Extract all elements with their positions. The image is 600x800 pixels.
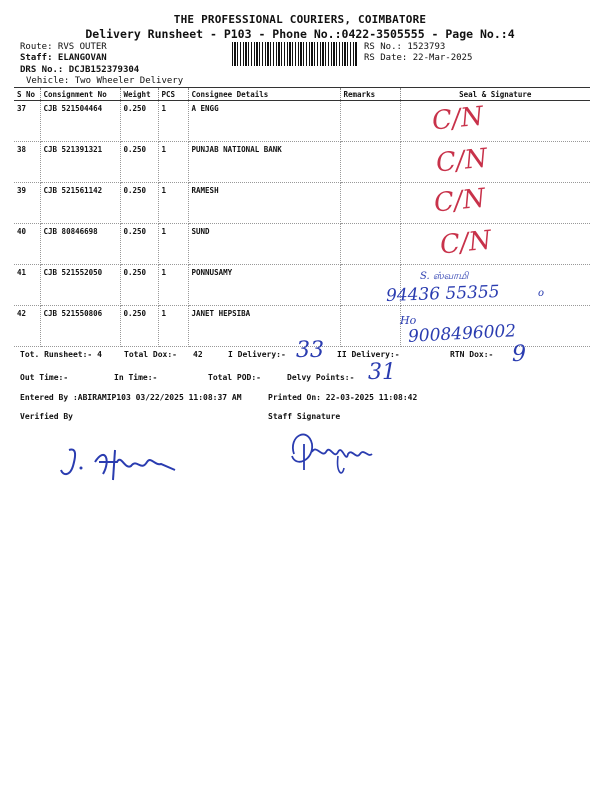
cell-sno: 42: [14, 306, 40, 347]
col-header-signature: Seal & Signature: [400, 88, 590, 101]
entered-by: Entered By :ABIRAMIP103 03/22/2025 11:08:37 AM: [20, 393, 242, 402]
cell-consignment: CJB 521504464: [40, 101, 120, 142]
cell-pcs: 1: [158, 142, 188, 183]
cell-remarks: [340, 224, 400, 265]
table-row: [14, 265, 590, 306]
delvy-points-label: Delvy Points:-: [287, 373, 355, 382]
cell-weight: 0.250: [120, 306, 158, 347]
cell-remarks: [340, 306, 400, 347]
cell-sno: 37: [14, 101, 40, 142]
total-dox-label: Total Dox:-: [124, 350, 177, 359]
cell-consignee: A ENGG: [188, 101, 340, 142]
verified-by-signature: [55, 440, 195, 490]
staff-signature: [286, 424, 386, 486]
barcode-image: [232, 42, 357, 66]
cell-weight: 0.250: [120, 265, 158, 306]
route-text: Route: RVS OUTER: [20, 42, 107, 52]
cell-pcs: 1: [158, 183, 188, 224]
i-delivery-label: I Delivery:-: [228, 350, 286, 359]
cell-signature: [400, 142, 590, 183]
verified-by-label: Verified By: [20, 412, 73, 421]
cell-sno: 38: [14, 142, 40, 183]
cell-pcs: 1: [158, 306, 188, 347]
col-header-remarks: Remarks: [340, 88, 400, 101]
drs-number: DRS No.: DCJB152379304: [20, 65, 140, 75]
cell-sno: 41: [14, 265, 40, 306]
cell-signature: [400, 101, 590, 142]
cell-remarks: [340, 101, 400, 142]
col-header-pcs: PCS: [158, 88, 188, 101]
cell-consignment: CJB 521550806: [40, 306, 120, 347]
cell-weight: 0.250: [120, 101, 158, 142]
cell-consignment: CJB 521391321: [40, 142, 120, 183]
runsheet-title: Delivery Runsheet - P103 - Phone No.:0422-3505555 - Page No.:4: [85, 27, 515, 41]
cell-signature: [400, 183, 590, 224]
rs-number: RS No.: 1523793: [364, 42, 446, 52]
handwritten-mark: o: [538, 288, 545, 299]
cell-consignment: CJB 80846698: [40, 224, 120, 265]
ii-delivery-label: II Delivery:-: [337, 350, 400, 359]
handwritten-i-delivery: 33: [296, 338, 324, 363]
printed-on: Printed On: 22-03-2025 11:08:42: [268, 393, 418, 402]
rtn-dox-label: RTN Dox:-: [450, 350, 494, 359]
table-row: [14, 183, 590, 224]
total-pod: Total POD:-: [208, 373, 261, 382]
total-dox-value: 42: [193, 350, 203, 359]
cell-weight: 0.250: [120, 224, 158, 265]
handwritten-cn-mark: C/N: [432, 183, 487, 219]
cell-pcs: 1: [158, 265, 188, 306]
runsheet-table: [14, 87, 590, 347]
cell-signature: [400, 224, 590, 265]
handwritten-phone-number: 94436 55355: [385, 282, 500, 306]
company-name: THE PROFESSIONAL COURIERS, COIMBATORE: [173, 13, 427, 26]
rs-date: RS Date: 22-Mar-2025: [364, 53, 473, 63]
cell-remarks: [340, 142, 400, 183]
staff-signature-label: Staff Signature: [268, 412, 341, 421]
table-row: [14, 224, 590, 265]
in-time: In Time:-: [114, 373, 158, 382]
handwritten-cn-mark: C/N: [434, 143, 489, 179]
handwritten-initials: Ho: [400, 314, 417, 327]
cell-consignment: CJB 521561142: [40, 183, 120, 224]
cell-consignment: CJB 521552050: [40, 265, 120, 306]
tot-runsheet: Tot. Runsheet:- 4: [20, 350, 102, 359]
cell-weight: 0.250: [120, 183, 158, 224]
handwritten-delvy-points: 31: [368, 360, 396, 385]
col-header-sno: S No: [14, 88, 40, 101]
vehicle-text: Vehicle: Two Wheeler Delivery: [26, 76, 184, 86]
cell-consignee: JANET HEPSIBA: [188, 306, 340, 347]
col-header-weight: Weight: [120, 88, 158, 101]
cell-consignee: PONNUSAMY: [188, 265, 340, 306]
cell-consignee: PUNJAB NATIONAL BANK: [188, 142, 340, 183]
table-row: [14, 101, 590, 142]
table-row: [14, 142, 590, 183]
staff-text: Staff: ELANGOVAN: [20, 53, 107, 63]
handwritten-phone-number: 9008496002: [407, 321, 517, 347]
col-header-consignment: Consignment No: [40, 88, 120, 101]
cell-sno: 40: [14, 224, 40, 265]
cell-pcs: 1: [158, 101, 188, 142]
cell-consignee: RAMESH: [188, 183, 340, 224]
handwritten-cn-mark: C/N: [438, 225, 493, 261]
out-time: Out Time:-: [20, 373, 69, 382]
cell-weight: 0.250: [120, 142, 158, 183]
handwritten-cn-mark: C/N: [430, 101, 485, 137]
handwritten-receiver-name: S. ஸ்வாமி: [420, 271, 469, 282]
cell-remarks: [340, 183, 400, 224]
cell-consignee: SUND: [188, 224, 340, 265]
cell-sno: 39: [14, 183, 40, 224]
col-header-consignee: Consignee Details: [188, 88, 340, 101]
table-header-row: [14, 88, 590, 101]
cell-pcs: 1: [158, 224, 188, 265]
handwritten-rtn-dox: 9: [512, 342, 526, 367]
